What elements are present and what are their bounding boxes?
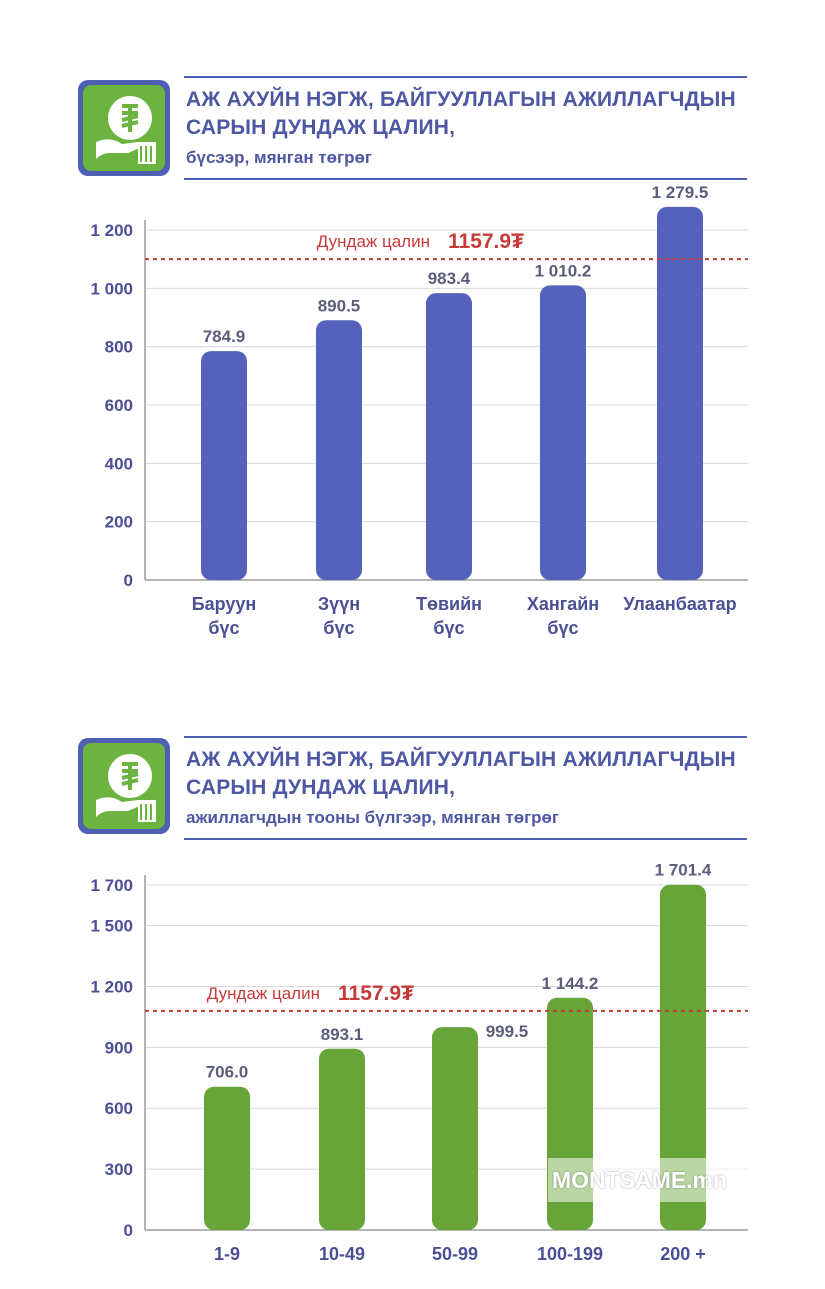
x-tick-label: Зүүн [317, 594, 361, 614]
y-tick-label: 0 [123, 1221, 133, 1240]
bar [657, 207, 703, 580]
y-tick-label: 900 [104, 1038, 133, 1058]
y-tick-label: 300 [104, 1160, 133, 1180]
x-tick-label: Хангайн [526, 594, 600, 614]
x-tick-label: бүс [547, 618, 579, 638]
bar [201, 351, 247, 580]
header-rule-bottom [184, 178, 747, 180]
x-tick-label: 100-199 [536, 1244, 604, 1264]
bar-chart-regions [0, 182, 825, 660]
tugrik-money-hand-icon [78, 80, 170, 176]
data-label: 893.1 [320, 1024, 364, 1044]
bar [319, 1049, 365, 1230]
data-label: 890.5 [317, 296, 361, 316]
y-tick-label: 800 [104, 337, 133, 357]
bar [426, 293, 472, 580]
data-label: 1 144.2 [541, 973, 599, 993]
bar-chart-employee-groups [0, 860, 825, 1280]
tugrik-money-hand-icon [78, 738, 170, 834]
header-rule-top [184, 76, 747, 78]
x-tick-label: 10-49 [318, 1244, 366, 1264]
x-tick-label: Баруун [191, 594, 257, 614]
x-tick-label: 200 + [660, 1244, 706, 1264]
watermark: MONTSAME.mn [548, 1158, 752, 1202]
y-tick-label: 200 [104, 512, 133, 532]
x-tick-label: 1-9 [213, 1244, 241, 1264]
bar [204, 1087, 250, 1230]
data-label: 706.0 [205, 1062, 249, 1082]
chart-title: АЖ АХУЙН НЭГЖ, БАЙГУУЛЛАГЫН АЖИЛЛАГЧДЫН САРЫН ДУНДАЖ ЦАЛИН, [186, 88, 736, 139]
header-rule-top [184, 736, 747, 738]
y-tick-label: 1 200 [90, 221, 133, 240]
data-label: 1 701.4 [654, 860, 712, 880]
y-tick-label: 0 [123, 571, 133, 590]
average-line-value: 1157.9₮ [448, 230, 524, 254]
data-label: 999.5 [485, 1022, 529, 1042]
average-line-label: Дундаж цалин [316, 232, 430, 252]
chart-subtitle: бүсээр, мянган төгрөг [186, 148, 372, 167]
header-rule-bottom [184, 838, 747, 840]
y-tick-label: 1 700 [90, 876, 133, 895]
y-tick-label: 1 200 [90, 977, 133, 997]
x-tick-label: бүс [208, 618, 240, 638]
chart-subtitle: ажиллагчдын тооны бүлгээр, мянган төгрөг [186, 808, 560, 827]
data-label: 784.9 [202, 327, 246, 347]
y-tick-label: 1 000 [90, 279, 133, 299]
average-line-label: Дундаж цалин [206, 983, 320, 1003]
x-tick-label: бүс [433, 618, 465, 638]
bar [316, 320, 362, 580]
average-line-value: 1157.9₮ [338, 981, 414, 1005]
data-label: 1 279.5 [651, 182, 709, 202]
y-tick-label: 400 [104, 454, 133, 474]
x-tick-label: 50-99 [431, 1244, 479, 1264]
y-tick-label: 1 500 [90, 916, 133, 936]
x-tick-label: Улаанбаатар [623, 594, 737, 614]
y-tick-label: 600 [104, 396, 133, 415]
x-tick-label: Төвийн [415, 594, 483, 614]
bar [432, 1027, 478, 1230]
chart-panel-region [0, 60, 825, 660]
data-label: 983.4 [427, 269, 471, 289]
bar [540, 285, 586, 580]
chart-title: АЖ АХУЙН НЭГЖ, БАЙГУУЛЛАГЫН АЖИЛЛАГЧДЫН САРЫН ДУНДАЖ ЦАЛИН, [186, 748, 736, 799]
x-tick-label: бүс [323, 618, 355, 638]
data-label: 1 010.2 [534, 261, 592, 281]
y-tick-label: 600 [104, 1099, 133, 1119]
